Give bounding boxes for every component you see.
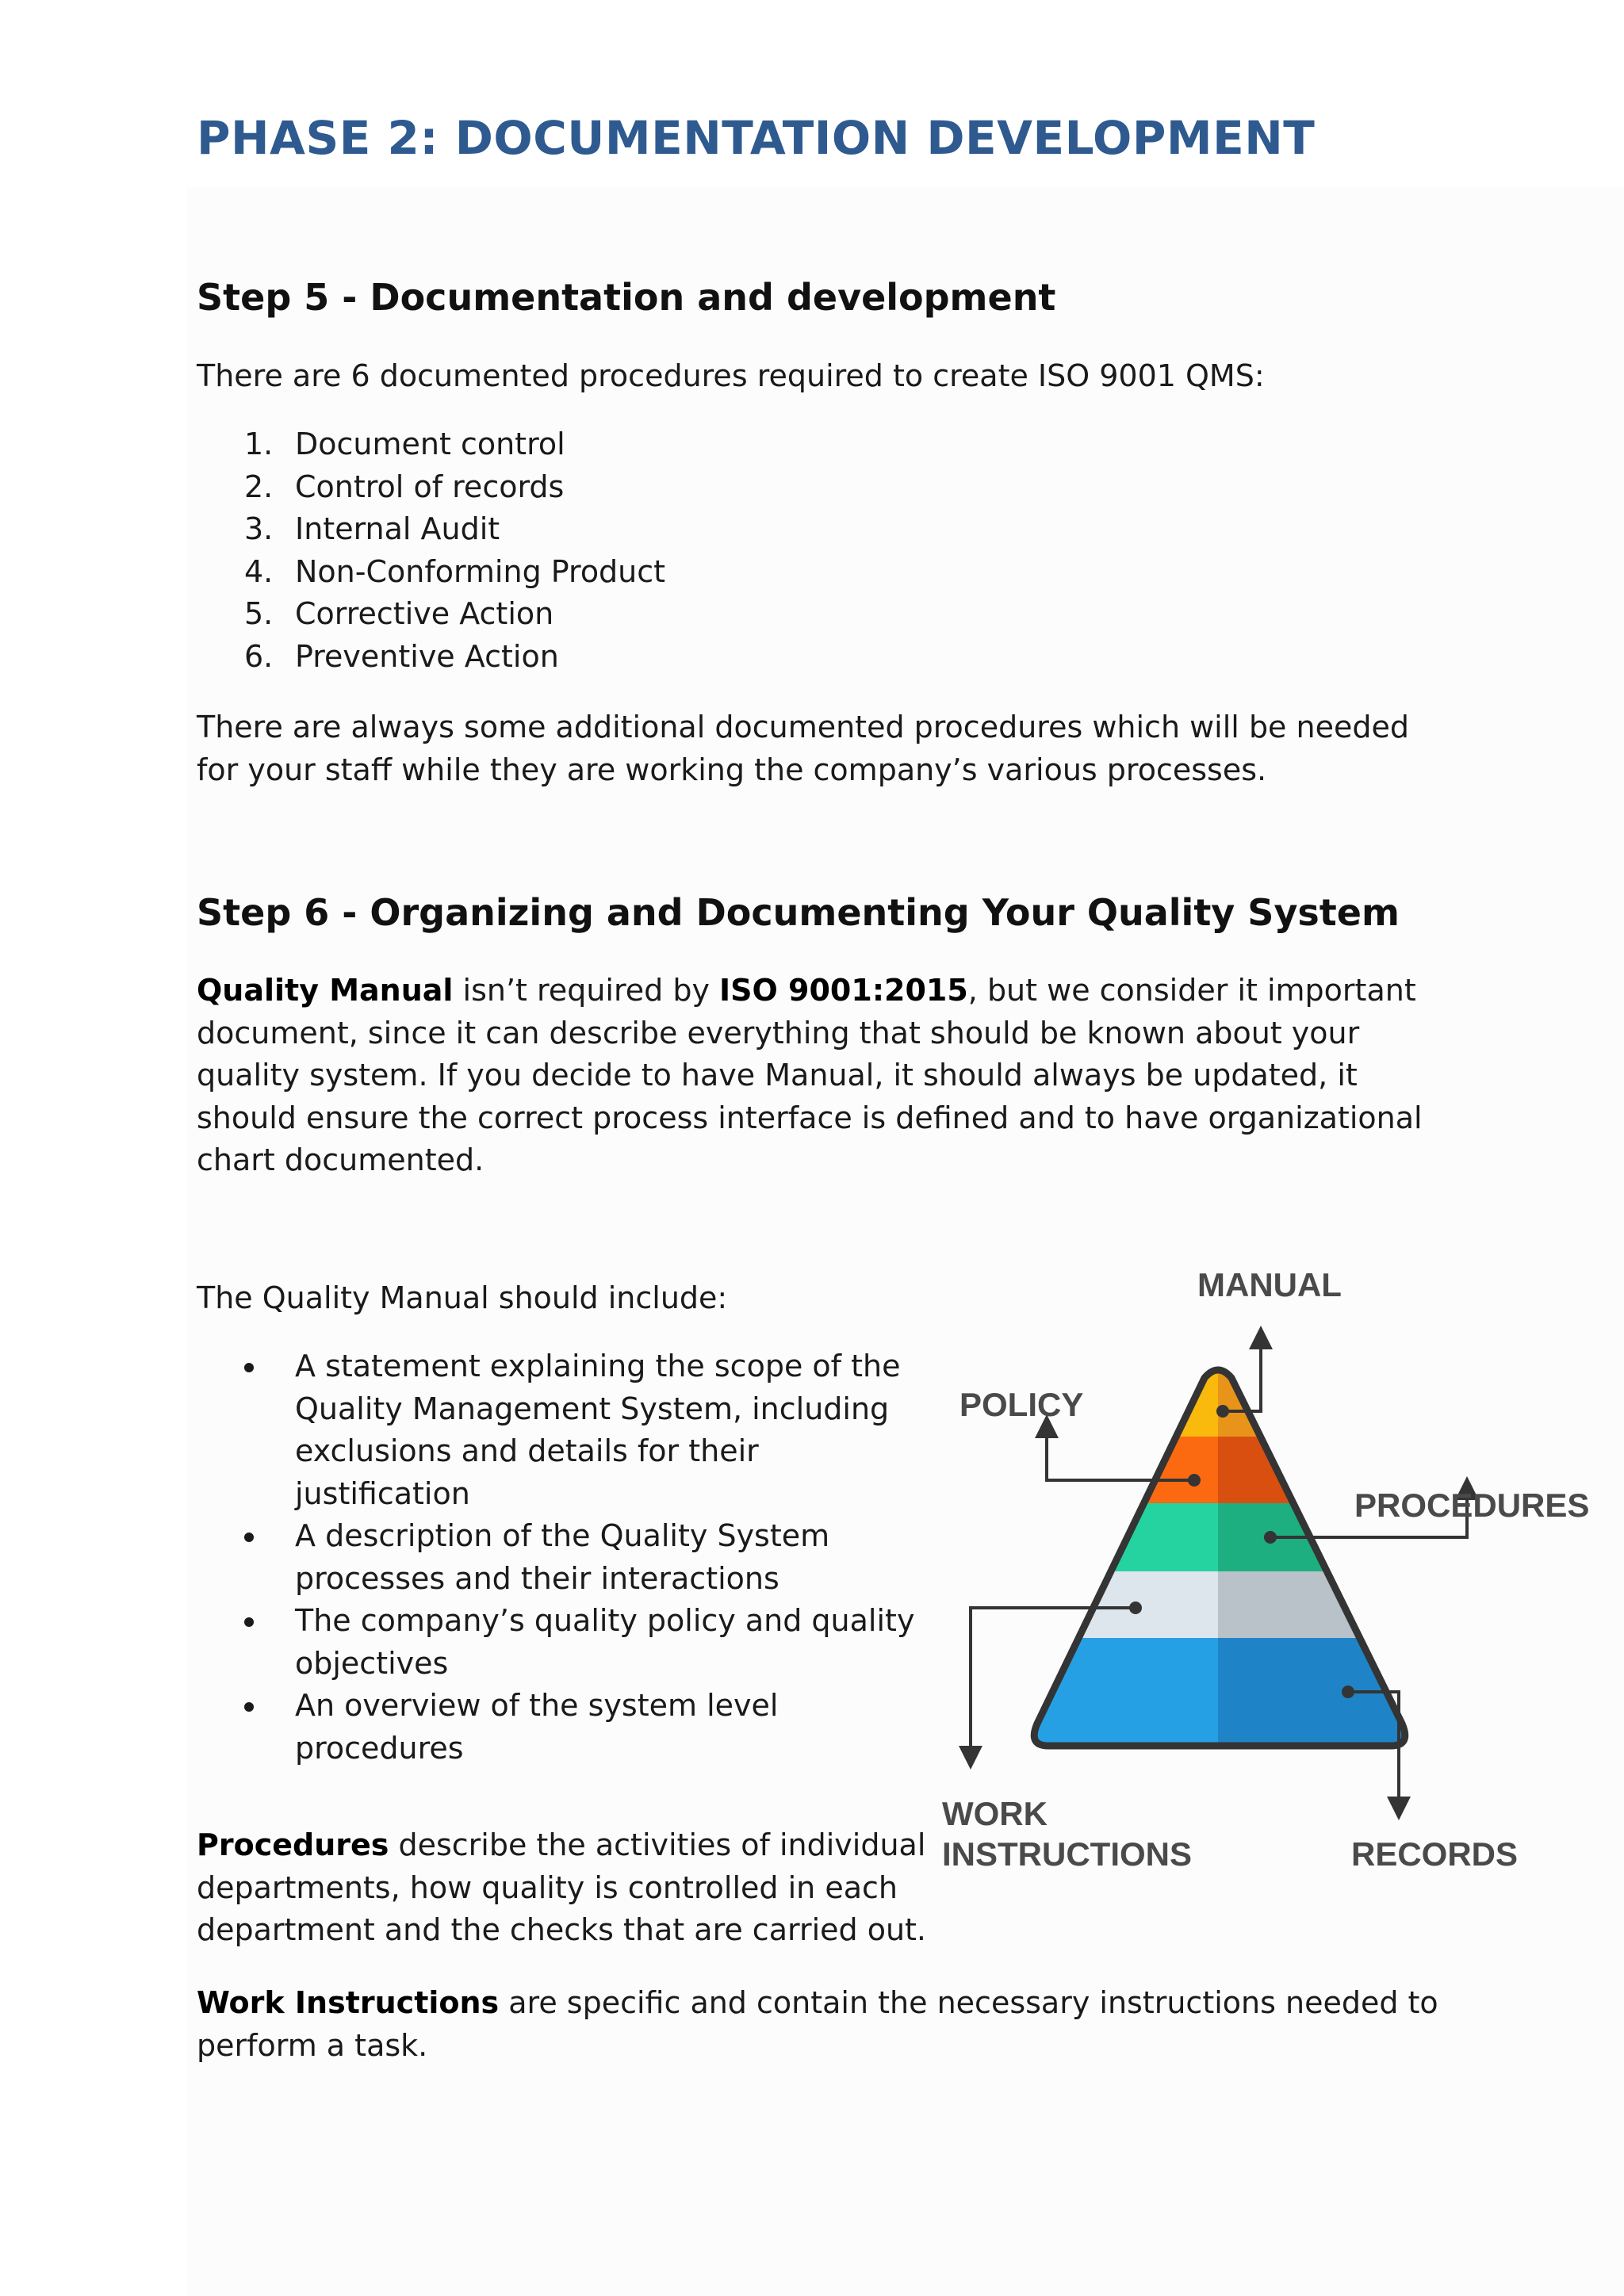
manual-arrow-icon xyxy=(1249,1326,1273,1349)
list-item-label: Preventive Action xyxy=(295,638,559,674)
step6-heading: Step 6 - Organizing and Documenting Your Quality System xyxy=(197,891,1400,934)
list-number: 2. xyxy=(244,469,274,504)
list-item-label: The company’s quality policy and quality objectives xyxy=(295,1603,915,1681)
procedures-dot-icon xyxy=(1264,1531,1277,1544)
work-label: WORK xyxy=(942,1795,1048,1832)
list-item-label: Corrective Action xyxy=(295,596,554,631)
tier-policy-left xyxy=(1007,1437,1218,1503)
step5-intro: There are 6 documented procedures required to create ISO 9001 QMS: xyxy=(197,358,1265,393)
tier-records-left xyxy=(1007,1638,1218,1749)
list-item xyxy=(197,423,665,466)
page-title: PHASE 2: DOCUMENTATION DEVELOPMENT xyxy=(197,111,1316,165)
manual-dot-icon xyxy=(1216,1405,1229,1418)
procedures-text xyxy=(197,1824,942,1952)
records-label: RECORDS xyxy=(1351,1835,1519,1873)
policy-dot-icon xyxy=(1188,1474,1201,1487)
list-number: 3. xyxy=(244,511,274,546)
list-item-label: Control of records xyxy=(295,469,565,504)
work-instructions-term: Work Instructions xyxy=(197,1985,500,2020)
list-item-label: A description of the Quality System processes and their interactions xyxy=(295,1518,830,1596)
list-item xyxy=(197,551,665,594)
documentation-pyramid-diagram xyxy=(928,1261,1610,1903)
list-number: 1. xyxy=(244,427,274,461)
work-instructions-arrow-icon xyxy=(959,1746,982,1770)
policy-label: POLICY xyxy=(959,1386,1084,1423)
list-item-label: A statement explaining the scope of the Quality Management System, including exclusions and details for their justification xyxy=(295,1349,901,1511)
work-instructions-dot-icon xyxy=(1129,1601,1142,1614)
list-item xyxy=(197,466,665,509)
quality-manual-term: Quality Manual xyxy=(197,973,454,1008)
quality-manual-text-part: isn’t required by xyxy=(453,973,720,1008)
list-item xyxy=(197,1515,926,1600)
list-item xyxy=(197,593,665,636)
list-item xyxy=(197,636,665,679)
list-item-label: Document control xyxy=(295,427,565,461)
bullet-icon xyxy=(244,1617,254,1627)
records-dot-icon xyxy=(1342,1686,1354,1698)
list-item-label: An overview of the system level procedures xyxy=(295,1688,779,1766)
list-number: 4. xyxy=(244,553,274,589)
manual-label: MANUAL xyxy=(1197,1266,1342,1303)
include-intro: The Quality Manual should include: xyxy=(197,1280,728,1315)
tier-records-right xyxy=(1218,1638,1456,1749)
step5-heading: Step 5 - Documentation and development xyxy=(197,276,1056,319)
quality-manual-text-part: , but we consider it important document, since it can describe everything that should be known about your quality system. If you decide to have Manual, it should always be updated, it should ensure the correct process interface is defined and to have organizational chart documented. xyxy=(197,973,1423,1177)
procedures-label: PROCEDURES xyxy=(1354,1487,1590,1524)
procedures-list xyxy=(197,423,665,678)
list-item xyxy=(197,1345,926,1515)
list-item xyxy=(197,1685,926,1770)
work-instructions-text-part: are specific and contain the necessary instructions needed to perform a task. xyxy=(197,1985,1438,2063)
tier-work-instructions-right xyxy=(1218,1571,1456,1638)
list-item xyxy=(197,508,665,551)
tier-work-instructions-left xyxy=(1007,1571,1218,1638)
bullet-icon xyxy=(244,1702,254,1712)
manual-include-list xyxy=(197,1345,926,1770)
work-instructions-text xyxy=(197,1982,1450,2067)
procedures-text-part: describe the activities of individual departments, how quality is controlled in each department and the checks that are carried out. xyxy=(197,1827,927,1947)
list-item-label: Non-Conforming Product xyxy=(295,553,666,589)
list-item xyxy=(197,1600,926,1685)
procedures-term: Procedures xyxy=(197,1827,389,1862)
quality-manual-text xyxy=(197,970,1450,1182)
bullet-icon xyxy=(244,1363,254,1372)
list-number: 5. xyxy=(244,596,274,631)
iso-standard-term: ISO 9001:2015 xyxy=(719,973,968,1008)
list-item-label: Internal Audit xyxy=(295,511,500,546)
list-number: 6. xyxy=(244,638,274,674)
additional-procedures-text: There are always some additional documented procedures which will be needed for your staff while they are working the company’s various processes. xyxy=(197,710,1409,787)
bullet-icon xyxy=(244,1533,254,1542)
instructions-label: INSTRUCTIONS xyxy=(942,1835,1192,1873)
records-arrow-icon xyxy=(1387,1797,1411,1820)
